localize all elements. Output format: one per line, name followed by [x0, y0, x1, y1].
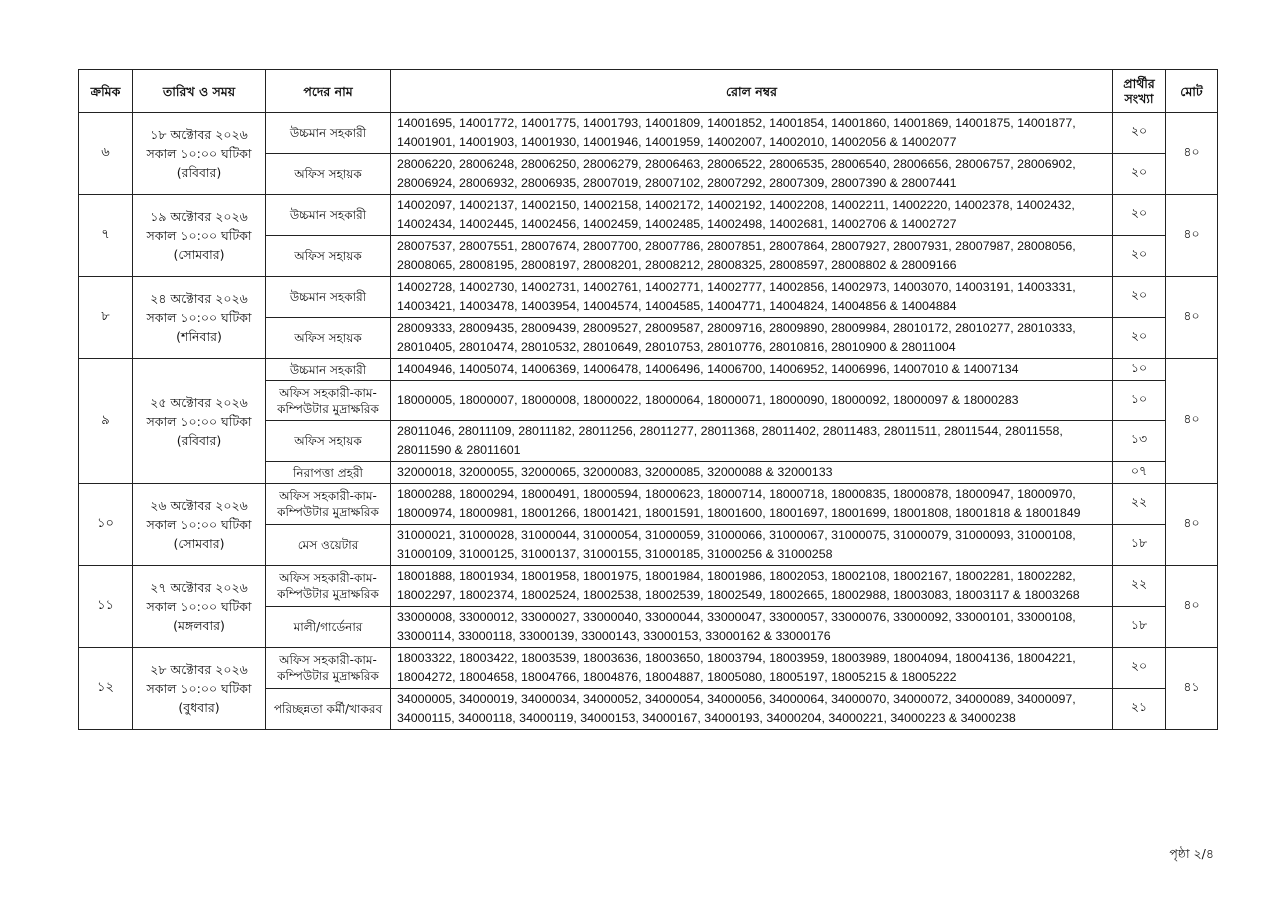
- post-name-cell: অফিস সহকারী-কাম-কম্পিউটার মুদ্রাক্ষরিক: [266, 648, 391, 689]
- roll-numbers-cell: 28007537, 28007551, 28007674, 28007700, 28007786, 28007851, 28007864, 28007927, 28007931, 28007987, 28008056, 28008065, 28008195, 28008197, 28008201, 28008212, 28008325, 28008597, 28008802 & 28009166: [391, 236, 1113, 277]
- table-row: [79, 359, 1218, 381]
- roll-numbers-cell: 18000005, 18000007, 18000008, 18000022, 18000064, 18000071, 18000090, 18000092, 18000097 & 18000283: [391, 381, 1113, 421]
- post-name-cell: মালী/গার্ডেনার: [266, 607, 391, 648]
- total-cell: ৪০: [1166, 566, 1218, 648]
- table-row: [79, 648, 1218, 689]
- roll-numbers-cell: 14001695, 14001772, 14001775, 14001793, 14001809, 14001852, 14001854, 14001860, 14001869, 14001875, 14001877, 14001901, 14001903, 14001930, 14001946, 14001959, 14002007, 14002010, 14002056 & 14002077: [391, 113, 1113, 154]
- post-name-cell: অফিস সহায়ক: [266, 236, 391, 277]
- candidate-count-cell: ২০: [1113, 318, 1166, 359]
- candidate-count-cell: ১০: [1113, 359, 1166, 381]
- exam-day: (রবিবার): [176, 432, 222, 448]
- exam-time: সকাল ১০:০০ ঘটিকা: [146, 228, 252, 243]
- exam-time: সকাল ১০:০০ ঘটিকা: [146, 413, 252, 429]
- roll-numbers-cell: 18003322, 18003422, 18003539, 18003636, 18003650, 18003794, 18003959, 18003989, 18004094, 18004136, 18004221, 18004272, 18004658, 18004766, 18004876, 18004887, 18005080, 18005197, 18005215 & 18005222: [391, 648, 1113, 689]
- date-time-cell: [133, 648, 266, 730]
- total-cell: ৪০: [1166, 113, 1218, 195]
- date-time-cell: [133, 195, 266, 277]
- exam-time: সকাল ১০:০০ ঘটিকা: [146, 310, 252, 325]
- candidate-count-cell: ২২: [1113, 484, 1166, 525]
- roll-numbers-cell: 14002097, 14002137, 14002150, 14002158, 14002172, 14002192, 14002208, 14002211, 14002220, 14002378, 14002432, 14002434, 14002445, 14002456, 14002459, 14002485, 14002498, 14002681, 14002706 & 14002727: [391, 195, 1113, 236]
- candidate-count-cell: ১০: [1113, 381, 1166, 421]
- roll-numbers-cell: 28009333, 28009435, 28009439, 28009527, 28009587, 28009716, 28009890, 28009984, 28010172, 28010277, 28010333, 28010405, 28010474, 28010532, 28010649, 28010753, 28010776, 28010816, 28010900 & 28011004: [391, 318, 1113, 359]
- total-cell: ৪০: [1166, 195, 1218, 277]
- post-name-cell: নিরাপত্তা প্রহরী: [266, 462, 391, 484]
- exam-date: ২৮ অক্টোবর ২০২৬: [150, 662, 248, 677]
- exam-day: (সোমবার): [173, 536, 225, 551]
- header-roll: রোল নম্বর: [391, 70, 1113, 113]
- total-cell: ৪০: [1166, 484, 1218, 566]
- roll-numbers-cell: 18001888, 18001934, 18001958, 18001975, 18001984, 18001986, 18002053, 18002108, 18002167, 18002281, 18002282, 18002297, 18002374, 18002524, 18002538, 18002539, 18002549, 18002665, 18002988, 18003083, 18003117 & 18003268: [391, 566, 1113, 607]
- serial-cell: ৯: [79, 359, 133, 484]
- total-cell: ৪০: [1166, 359, 1218, 484]
- candidate-count-cell: ২২: [1113, 566, 1166, 607]
- exam-date: ২৬ অক্টোবর ২০২৬: [150, 498, 248, 513]
- post-name-cell: উচ্চমান সহকারী: [266, 113, 391, 154]
- serial-cell: ১২: [79, 648, 133, 730]
- exam-date: ২৭ অক্টোবর ২০২৬: [150, 580, 248, 595]
- header-date-time: তারিখ ও সময়: [133, 70, 266, 113]
- date-time-cell: [133, 113, 266, 195]
- post-name-cell: উচ্চমান সহকারী: [266, 359, 391, 381]
- post-name-cell: অফিস সহকারী-কাম-কম্পিউটার মুদ্রাক্ষরিক: [266, 566, 391, 607]
- exam-day: (সোমবার): [173, 247, 225, 262]
- candidate-count-cell: ২১: [1113, 689, 1166, 730]
- roll-numbers-cell: 32000018, 32000055, 32000065, 32000083, 32000085, 32000088 & 32000133: [391, 462, 1113, 484]
- table-row: [79, 566, 1218, 607]
- candidate-count-cell: ১৮: [1113, 525, 1166, 566]
- serial-cell: ৬: [79, 113, 133, 195]
- roll-numbers-cell: 34000005, 34000019, 34000034, 34000052, 34000054, 34000056, 34000064, 34000070, 34000072, 34000089, 34000097, 34000115, 34000118, 34000119, 34000153, 34000167, 34000193, 34000204, 34000221, 34000223 & 34000238: [391, 689, 1113, 730]
- post-name-cell: মেস ওয়েটার: [266, 525, 391, 566]
- candidate-count-cell: ২০: [1113, 236, 1166, 277]
- post-name-cell: অফিস সহায়ক: [266, 318, 391, 359]
- post-name-cell: উচ্চমান সহকারী: [266, 277, 391, 318]
- exam-day: (মঙ্গলবার): [173, 618, 225, 633]
- total-cell: ৪০: [1166, 277, 1218, 359]
- candidate-count-cell: ২০: [1113, 113, 1166, 154]
- post-name-cell: অফিস সহায়ক: [266, 154, 391, 195]
- roll-numbers-cell: 14004946, 14005074, 14006369, 14006478, 14006496, 14006700, 14006952, 14006996, 14007010 & 14007134: [391, 359, 1113, 381]
- table-row: [79, 277, 1218, 318]
- roll-numbers-cell: 31000021, 31000028, 31000044, 31000054, 31000059, 31000066, 31000067, 31000075, 31000079, 31000093, 31000108, 31000109, 31000125, 31000137, 31000155, 31000185, 31000256 & 31000258: [391, 525, 1113, 566]
- header-post: পদের নাম: [266, 70, 391, 113]
- roll-numbers-cell: 33000008, 33000012, 33000027, 33000040, 33000044, 33000047, 33000057, 33000076, 33000092, 33000101, 33000108, 33000114, 33000118, 33000139, 33000143, 33000153, 33000162 & 33000176: [391, 607, 1113, 648]
- exam-day: (রবিবার): [176, 165, 222, 180]
- roll-numbers-cell: 18000288, 18000294, 18000491, 18000594, 18000623, 18000714, 18000718, 18000835, 18000878, 18000947, 18000970, 18000974, 18000981, 18001266, 18001421, 18001591, 18001600, 18001697, 18001699, 18001808, 18001818 & 18001849: [391, 484, 1113, 525]
- roll-numbers-cell: 14002728, 14002730, 14002731, 14002761, 14002771, 14002777, 14002856, 14002973, 14003070, 14003191, 14003331, 14003421, 14003478, 14003954, 14004574, 14004585, 14004771, 14004824, 14004856 & 14004884: [391, 277, 1113, 318]
- post-name-cell: উচ্চমান সহকারী: [266, 195, 391, 236]
- serial-cell: ৮: [79, 277, 133, 359]
- candidate-count-cell: ০৭: [1113, 462, 1166, 484]
- exam-time: সকাল ১০:০০ ঘটিকা: [146, 146, 252, 161]
- exam-time: সকাল ১০:০০ ঘটিকা: [146, 681, 252, 696]
- exam-day: (বুধবার): [178, 700, 220, 715]
- table-row: [79, 113, 1218, 154]
- candidate-count-cell: ২০: [1113, 195, 1166, 236]
- date-time-cell: [133, 484, 266, 566]
- table-row: [79, 195, 1218, 236]
- post-name-cell: পরিচ্ছন্নতা কর্মী/খাকরব: [266, 689, 391, 730]
- header-serial: ক্রমিক: [79, 70, 133, 113]
- serial-cell: ৭: [79, 195, 133, 277]
- exam-day: (শনিবার): [176, 329, 222, 344]
- schedule-body: [79, 113, 1218, 730]
- exam-date: ১৮ অক্টোবর ২০২৬: [150, 127, 248, 142]
- exam-time: সকাল ১০:০০ ঘটিকা: [146, 517, 252, 532]
- candidate-count-cell: ২০: [1113, 648, 1166, 689]
- date-time-cell: [133, 277, 266, 359]
- serial-cell: ১১: [79, 566, 133, 648]
- header-candidates: প্রার্থীর সংখ্যা: [1113, 70, 1166, 113]
- exam-date: ১৯ অক্টোবর ২০২৬: [150, 209, 248, 224]
- candidate-count-cell: ১৮: [1113, 607, 1166, 648]
- candidate-count-cell: ১৩: [1113, 421, 1166, 462]
- table-row: [79, 484, 1218, 525]
- exam-date: ২৪ অক্টোবর ২০২৬: [150, 291, 248, 306]
- exam-schedule: [78, 69, 1217, 730]
- date-time-cell: [133, 359, 266, 484]
- header-row: [79, 70, 1218, 113]
- candidate-count-cell: ২০: [1113, 154, 1166, 195]
- exam-time: সকাল ১০:০০ ঘটিকা: [146, 599, 252, 614]
- candidate-count-cell: ২০: [1113, 277, 1166, 318]
- schedule-table: [78, 69, 1218, 730]
- exam-date: ২৫ অক্টোবর ২০২৬: [150, 394, 248, 410]
- total-cell: ৪১: [1166, 648, 1218, 730]
- post-name-cell: অফিস সহায়ক: [266, 421, 391, 462]
- header-total: মোট: [1166, 70, 1218, 113]
- roll-numbers-cell: 28011046, 28011109, 28011182, 28011256, 28011277, 28011368, 28011402, 28011483, 28011511, 28011544, 28011558, 28011590 & 28011601: [391, 421, 1113, 462]
- post-name-cell: অফিস সহকারী-কাম-কম্পিউটার মুদ্রাক্ষরিক: [266, 381, 391, 421]
- post-name-cell: অফিস সহকারী-কাম-কম্পিউটার মুদ্রাক্ষরিক: [266, 484, 391, 525]
- serial-cell: ১০: [79, 484, 133, 566]
- page-number: পৃষ্ঠা ২/৪: [1169, 846, 1214, 861]
- date-time-cell: [133, 566, 266, 648]
- roll-numbers-cell: 28006220, 28006248, 28006250, 28006279, 28006463, 28006522, 28006535, 28006540, 28006656, 28006757, 28006902, 28006924, 28006932, 28006935, 28007019, 28007102, 28007292, 28007309, 28007390 & 28007441: [391, 154, 1113, 195]
